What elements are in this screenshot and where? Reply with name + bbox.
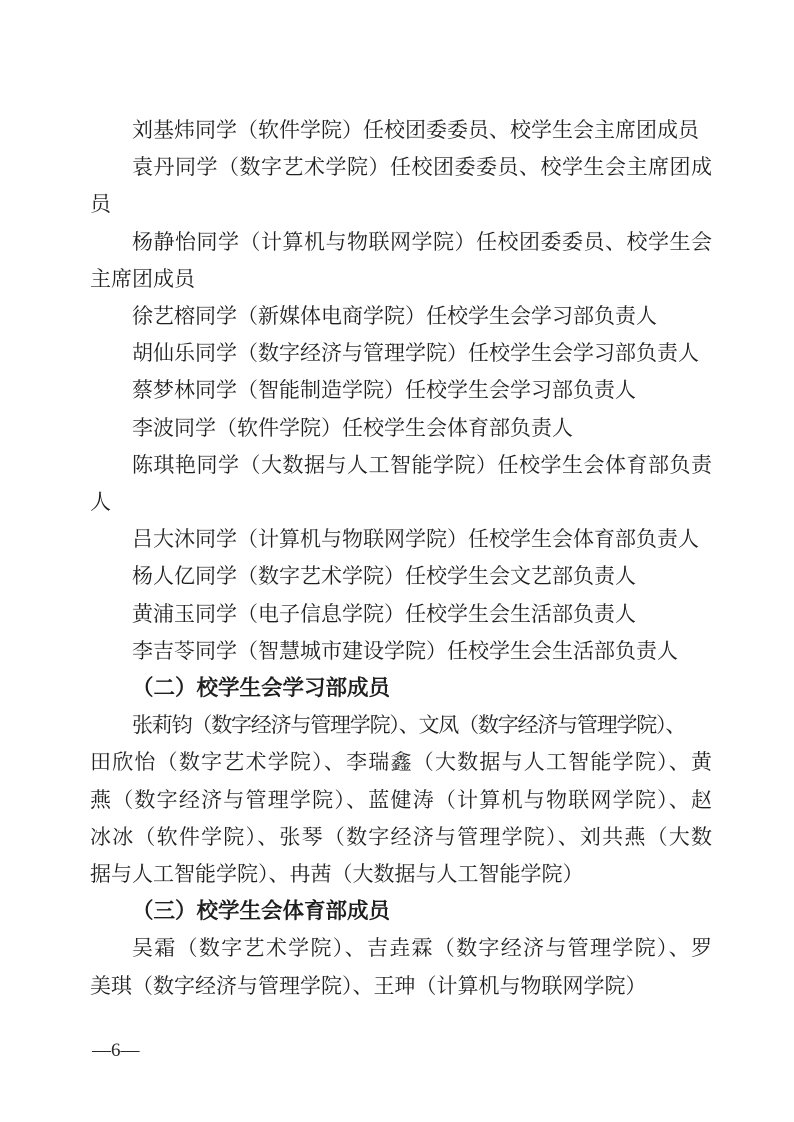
document-line: 张莉钧（数字经济与管理学院）、文凤（数字经济与管理学院）、 <box>132 713 686 738</box>
document-line: 陈琪艳同学（大数据与人工智能学院）任校学生会体育部负责 <box>132 452 712 477</box>
document-line: 燕（数字经济与管理学院）、蓝健涛（计算机与物联网学院）、赵 <box>90 787 712 812</box>
document-line: 冰冰（软件学院）、张琴（数字经济与管理学院）、刘共燕（大数 <box>90 824 712 849</box>
document-body <box>90 112 712 1005</box>
document-line: 黄浦玉同学（电子信息学院）任校学生会生活部负责人 <box>132 601 636 626</box>
document-line: 杨静怡同学（计算机与物联网学院）任校团委委员、校学生会 <box>132 229 712 254</box>
document-line: 主席团成员 <box>90 266 195 291</box>
document-line: 徐艺榕同学（新媒体电商学院）任校学生会学习部负责人 <box>132 304 657 329</box>
document-line: 吴霜（数字艺术学院）、吉垚霖（数字经济与管理学院）、罗 <box>132 936 712 961</box>
document-line: 吕大沐同学（计算机与物联网学院）任校学生会体育部负责人 <box>132 527 699 552</box>
page-number: —6— <box>92 1040 140 1061</box>
section-heading: （二）校学生会学习部成员 <box>132 676 391 701</box>
document-line: 袁丹同学（数字艺术学院）任校团委委员、校学生会主席团成 <box>132 155 712 180</box>
document-line: 李吉苓同学（智慧城市建设学院）任校学生会生活部负责人 <box>132 638 678 663</box>
document-line: 李波同学（软件学院）任校学生会体育部负责人 <box>132 415 573 440</box>
document-line: 据与人工智能学院）、冉茜（大数据与人工智能学院） <box>90 862 584 887</box>
page-footer <box>92 1040 140 1062</box>
document-line: 美琪（数字经济与管理学院）、王珅（计算机与物联网学院） <box>90 973 647 998</box>
document-line: 人 <box>90 490 111 515</box>
document-line: 胡仙乐同学（数字经济与管理学院）任校学生会学习部负责人 <box>132 341 699 366</box>
document-line: 员 <box>90 192 111 217</box>
document-line: 田欣怡（数字艺术学院）、李瑞鑫（大数据与人工智能学院）、黄 <box>90 750 712 775</box>
document-line: 刘基炜同学（软件学院）任校团委委员、校学生会主席团成员 <box>132 118 699 142</box>
document-line: 杨人亿同学（数字艺术学院）任校学生会文艺部负责人 <box>132 564 636 589</box>
document-line: 蔡梦林同学（智能制造学院）任校学生会学习部负责人 <box>132 378 636 403</box>
section-heading: （三）校学生会体育部成员 <box>132 899 391 924</box>
